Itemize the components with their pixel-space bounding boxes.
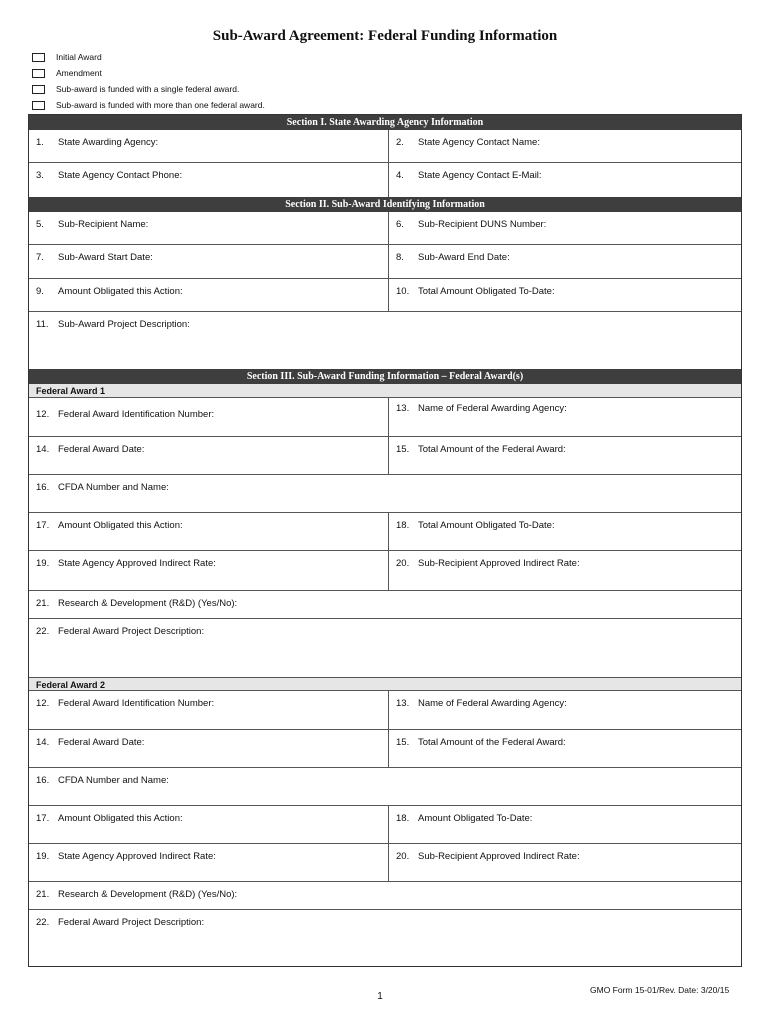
award2-field-17[interactable]	[29, 806, 389, 843]
checkbox-multiple-federal-awards[interactable]	[32, 97, 265, 113]
form-row	[29, 619, 741, 677]
field-number: 21.	[36, 598, 50, 609]
field-number: 5.	[36, 219, 44, 230]
form-row	[29, 130, 741, 163]
award1-field-19[interactable]	[29, 551, 389, 590]
field-label: Federal Award Date:	[58, 737, 145, 748]
award2-field-20[interactable]	[389, 844, 741, 881]
field-10[interactable]	[389, 279, 741, 311]
award1-field-16[interactable]	[29, 475, 741, 512]
award1-field-13[interactable]	[389, 398, 741, 436]
field-4[interactable]	[389, 163, 741, 197]
form-row	[29, 806, 741, 844]
award2-field-15[interactable]	[389, 730, 741, 767]
field-number: 14.	[36, 444, 50, 455]
field-number: 22.	[36, 917, 50, 928]
field-label: Research & Development (R&D) (Yes/No):	[58, 889, 238, 900]
field-number: 17.	[36, 813, 50, 824]
field-9[interactable]	[29, 279, 389, 311]
field-number: 15.	[396, 444, 410, 455]
federal-award-1-heading: Federal Award 1	[29, 384, 741, 398]
field-label: CFDA Number and Name:	[58, 482, 169, 493]
award2-field-13[interactable]	[389, 691, 741, 729]
field-label: State Agency Approved Indirect Rate:	[58, 851, 216, 862]
award1-field-15[interactable]	[389, 437, 741, 474]
field-label: Amount Obligated this Action:	[58, 286, 183, 297]
field-number: 15.	[396, 737, 410, 748]
form-row	[29, 437, 741, 475]
field-number: 14.	[36, 737, 50, 748]
field-label: Sub-Recipient Approved Indirect Rate:	[418, 558, 580, 569]
field-5[interactable]	[29, 212, 389, 244]
field-label: State Agency Contact Phone:	[58, 170, 183, 181]
form-row	[29, 398, 741, 437]
field-number: 16.	[36, 775, 50, 786]
field-label: Total Amount of the Federal Award:	[418, 737, 566, 748]
field-number: 12.	[36, 698, 50, 709]
field-label: State Agency Approved Indirect Rate:	[58, 558, 216, 569]
field-label: Total Amount of the Federal Award:	[418, 444, 566, 455]
form-row	[29, 212, 741, 245]
field-number: 21.	[36, 889, 50, 900]
field-number: 12.	[36, 409, 50, 420]
field-number: 1.	[36, 137, 44, 148]
checkbox-box[interactable]	[32, 85, 45, 94]
field-8[interactable]	[389, 245, 741, 278]
field-number: 20.	[396, 558, 410, 569]
field-label: Sub-Award Project Description:	[58, 319, 190, 330]
award2-field-19[interactable]	[29, 844, 389, 881]
field-label: State Awarding Agency:	[58, 137, 159, 148]
field-3[interactable]	[29, 163, 389, 197]
field-number: 7.	[36, 252, 44, 263]
checkbox-label: Amendment	[56, 68, 102, 78]
award2-field-16[interactable]	[29, 768, 741, 805]
field-number: 22.	[36, 626, 50, 637]
award-type-checkboxes	[32, 49, 265, 113]
page-number: 1	[377, 991, 383, 1002]
field-label: Federal Award Identification Number:	[58, 698, 215, 709]
field-number: 13.	[396, 698, 410, 709]
form-revision: GMO Form 15-01/Rev. Date: 3/20/15	[590, 985, 730, 995]
field-label: Total Amount Obligated To-Date:	[418, 286, 555, 297]
field-number: 11.	[36, 319, 49, 330]
federal-award-2-heading: Federal Award 2	[29, 677, 741, 691]
field-number: 10.	[396, 286, 410, 297]
award2-field-21[interactable]	[29, 882, 741, 909]
form-row	[29, 279, 741, 312]
field-number: 3.	[36, 170, 44, 181]
form-row	[29, 312, 741, 369]
field-label: Sub-Award Start Date:	[58, 252, 153, 263]
field-label: Federal Award Project Description:	[58, 917, 205, 928]
field-number: 19.	[36, 851, 50, 862]
section-2-heading: Section II. Sub-Award Identifying Information	[29, 197, 741, 212]
checkbox-label: Initial Award	[56, 52, 102, 62]
field-label: Amount Obligated this Action:	[58, 520, 183, 531]
field-label: Amount Obligated this Action:	[58, 813, 183, 824]
form-row	[29, 910, 741, 966]
field-number: 2.	[396, 137, 404, 148]
checkbox-box[interactable]	[32, 53, 45, 62]
award1-field-20[interactable]	[389, 551, 741, 590]
award1-field-18[interactable]	[389, 513, 741, 550]
field-number: 17.	[36, 520, 50, 531]
form-table	[28, 114, 742, 967]
field-label: Sub-Recipient Approved Indirect Rate:	[418, 851, 580, 862]
field-number: 13.	[396, 403, 410, 414]
field-number: 20.	[396, 851, 410, 862]
field-number: 18.	[396, 813, 410, 824]
checkbox-amendment[interactable]	[32, 65, 265, 81]
field-label: Research & Development (R&D) (Yes/No):	[58, 598, 238, 609]
field-number: 9.	[36, 286, 44, 297]
field-number: 6.	[396, 219, 404, 230]
award1-field-14[interactable]	[29, 437, 389, 474]
field-6[interactable]	[389, 212, 741, 244]
form-title: Sub-Award Agreement: Federal Funding Information	[212, 28, 558, 44]
form-row	[29, 475, 741, 513]
field-number: 4.	[396, 170, 404, 181]
form-row	[29, 551, 741, 591]
award1-field-17[interactable]	[29, 513, 389, 550]
award2-field-22[interactable]	[29, 910, 741, 966]
form-row	[29, 245, 741, 279]
checkbox-initial-award[interactable]	[32, 49, 265, 65]
award2-field-18[interactable]	[389, 806, 741, 843]
field-7[interactable]	[29, 245, 389, 278]
field-1[interactable]	[29, 130, 389, 162]
field-label: Federal Award Project Description:	[58, 626, 205, 637]
field-11[interactable]	[29, 312, 741, 369]
award1-field-22[interactable]	[29, 619, 741, 677]
field-number: 18.	[396, 520, 410, 531]
field-label: Total Amount Obligated To-Date:	[418, 520, 555, 531]
field-label: Sub-Recipient DUNS Number:	[418, 219, 547, 230]
checkbox-box[interactable]	[32, 69, 45, 78]
form-row	[29, 730, 741, 768]
award1-field-12[interactable]	[29, 398, 389, 436]
form-row	[29, 844, 741, 882]
form-row	[29, 513, 741, 551]
section-1-heading: Section I. State Awarding Agency Information	[29, 115, 741, 130]
checkbox-box[interactable]	[32, 101, 45, 110]
checkbox-label: Sub-award is funded with a single federal award.	[56, 84, 240, 94]
field-label: Sub-Recipient Name:	[58, 219, 149, 230]
award2-field-14[interactable]	[29, 730, 389, 767]
form-row	[29, 163, 741, 197]
field-label: Federal Award Identification Number:	[58, 409, 215, 420]
form-row	[29, 882, 741, 910]
award2-field-12[interactable]	[29, 691, 389, 729]
field-label: State Agency Contact E-Mail:	[418, 170, 542, 181]
checkbox-single-federal-award[interactable]	[32, 81, 265, 97]
field-label: Federal Award Date:	[58, 444, 145, 455]
form-row	[29, 768, 741, 806]
field-label: Amount Obligated To-Date:	[418, 813, 533, 824]
section-3-heading: Section III. Sub-Award Funding Information – Federal Award(s)	[29, 369, 741, 384]
checkbox-label: Sub-award is funded with more than one federal award.	[56, 100, 265, 110]
field-number: 8.	[396, 252, 404, 263]
form-row	[29, 591, 741, 619]
field-label: Name of Federal Awarding Agency:	[418, 698, 567, 709]
field-label: State Agency Contact Name:	[418, 137, 540, 148]
form-row	[29, 691, 741, 730]
award1-field-21[interactable]	[29, 591, 741, 618]
field-2[interactable]	[389, 130, 741, 162]
field-number: 16.	[36, 482, 50, 493]
field-label: CFDA Number and Name:	[58, 775, 169, 786]
field-label: Name of Federal Awarding Agency:	[418, 403, 567, 414]
field-number: 19.	[36, 558, 50, 569]
field-label: Sub-Award End Date:	[418, 252, 510, 263]
